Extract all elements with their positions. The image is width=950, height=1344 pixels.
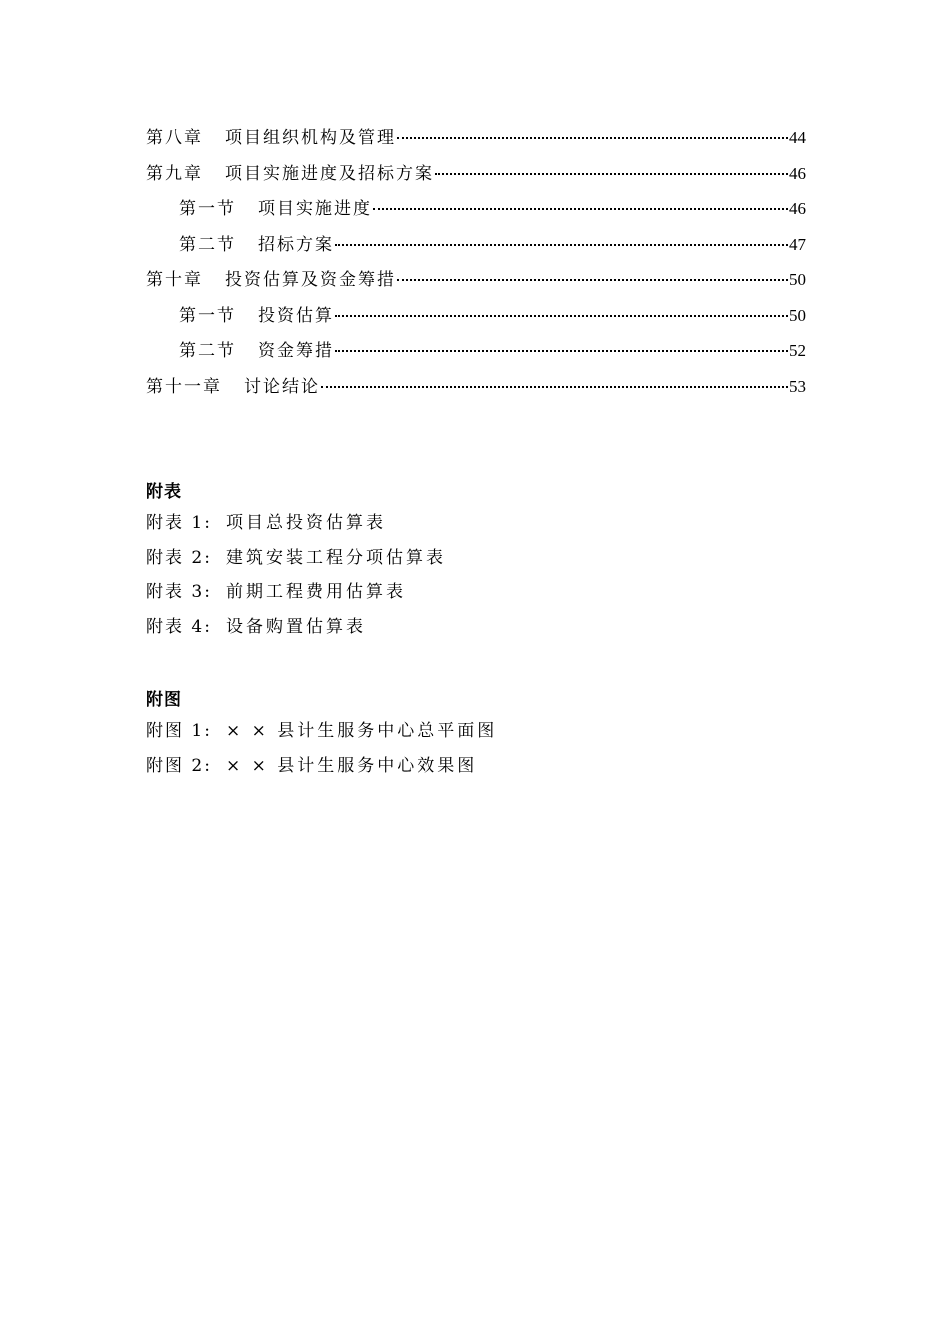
attached-table-label: 附表 1: <box>146 513 212 533</box>
attached-tables-heading: 附表 <box>146 482 182 502</box>
toc-entry-page: 52 <box>789 341 806 360</box>
attached-figure-label: 附图 1: <box>146 721 212 741</box>
attached-table-label: 附表 4: <box>146 616 212 637</box>
table-of-contents <box>146 120 806 404</box>
attached-table-title: 建筑安装工程分项估算表 <box>225 547 446 568</box>
toc-entry-chapter-8[interactable] <box>146 120 806 156</box>
attached-table-title: 前期工程费用估算表 <box>225 582 406 602</box>
attached-figure-item <box>146 749 806 784</box>
toc-entry-title: 项目实施进度 <box>258 199 372 219</box>
attached-figure-title: × × 县计生服务中心效果图 <box>225 755 478 776</box>
toc-entry-section-10-1[interactable] <box>146 298 806 334</box>
attached-table-item <box>146 506 806 541</box>
toc-dot-leader <box>373 204 788 210</box>
toc-entry-number: 第十一章 <box>146 376 222 397</box>
attached-figure-item <box>146 714 806 749</box>
toc-entry-number: 第一节 <box>179 199 236 219</box>
toc-dot-leader <box>335 311 788 317</box>
toc-dot-leader <box>397 275 788 281</box>
toc-entry-number: 第二节 <box>179 341 236 361</box>
toc-entry-page: 50 <box>789 305 806 325</box>
toc-entry-chapter-11[interactable] <box>146 369 806 405</box>
attached-table-title: 设备购置估算表 <box>225 616 366 637</box>
attached-figure-label: 附图 2: <box>146 755 212 776</box>
toc-entry-number: 第八章 <box>146 128 203 148</box>
attached-table-label: 附表 2: <box>146 547 212 568</box>
toc-entry-page: 47 <box>789 234 806 254</box>
toc-entry-section-9-2[interactable] <box>146 227 806 263</box>
toc-entry-number: 第九章 <box>146 163 203 184</box>
attached-figure-title: × × 县计生服务中心总平面图 <box>225 721 498 741</box>
toc-entry-title: 讨论结论 <box>244 376 320 397</box>
toc-entry-page: 44 <box>789 128 806 147</box>
toc-entry-chapter-9[interactable] <box>146 156 806 192</box>
toc-dot-leader <box>435 169 788 175</box>
toc-entry-number: 第二节 <box>179 234 236 255</box>
toc-entry-title: 招标方案 <box>258 234 334 255</box>
toc-entry-number: 第十章 <box>146 270 203 290</box>
toc-entry-title: 项目组织机构及管理 <box>225 128 396 148</box>
attached-table-item <box>146 610 806 645</box>
toc-entry-section-9-1[interactable] <box>146 191 806 227</box>
attached-table-item <box>146 575 806 610</box>
toc-entry-title: 投资估算及资金筹措 <box>225 270 396 290</box>
toc-dot-leader <box>335 240 788 246</box>
attached-figures-heading: 附图 <box>146 690 182 710</box>
attached-table-label: 附表 3: <box>146 582 212 602</box>
toc-entry-title: 投资估算 <box>258 305 334 326</box>
toc-entry-number: 第一节 <box>179 305 236 326</box>
attached-tables-list <box>146 506 806 644</box>
toc-dot-leader <box>321 382 788 388</box>
attached-table-item <box>146 541 806 576</box>
toc-entry-page: 53 <box>789 376 806 396</box>
toc-entry-page: 46 <box>789 163 806 183</box>
toc-entry-chapter-10[interactable] <box>146 262 806 298</box>
toc-entry-section-10-2[interactable] <box>146 333 806 369</box>
toc-entry-title: 项目实施进度及招标方案 <box>225 163 434 184</box>
toc-dot-leader <box>335 346 788 352</box>
toc-dot-leader <box>397 133 788 139</box>
attached-figures-list <box>146 714 806 783</box>
toc-entry-title: 资金筹措 <box>258 341 334 361</box>
toc-entry-page: 50 <box>789 270 806 289</box>
attached-table-title: 项目总投资估算表 <box>225 513 386 533</box>
toc-entry-page: 46 <box>789 199 806 218</box>
